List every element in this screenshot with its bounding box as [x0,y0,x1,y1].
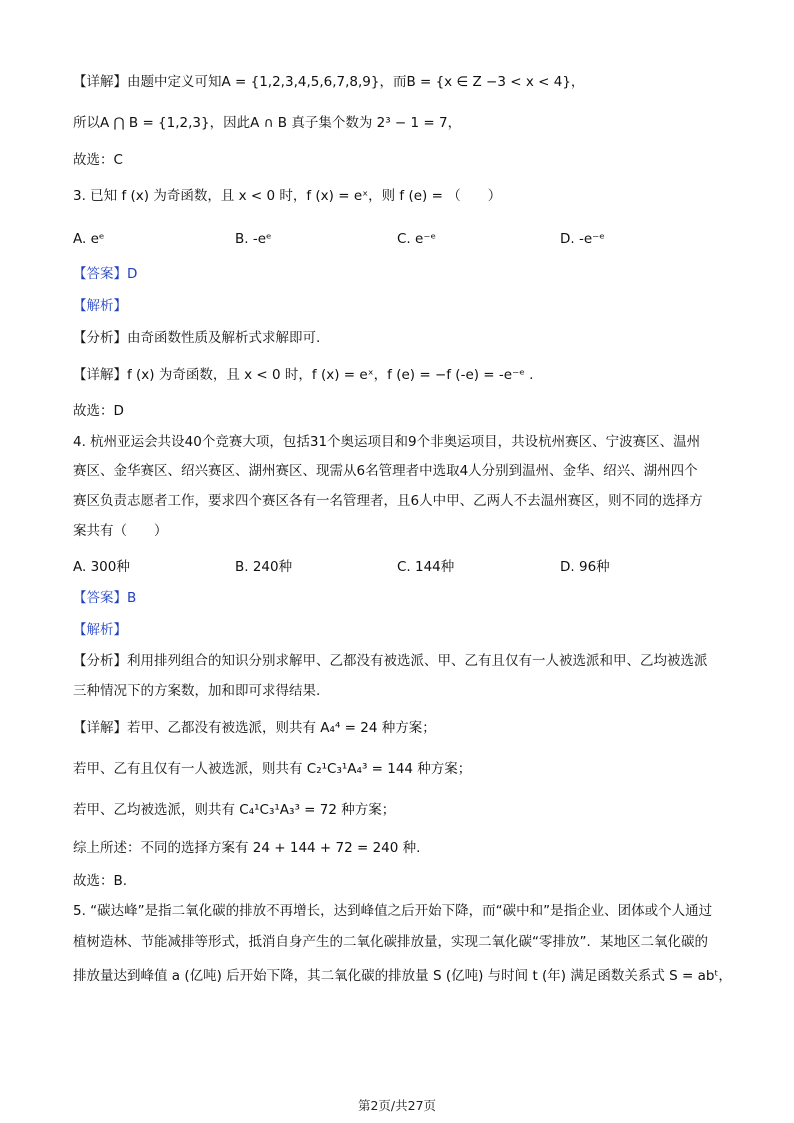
detail-line-1: 【详解】由题中定义可知A = {1,2,3,4,5,6,7,8,9}，而B = {x ∈ Z −3 < x < 4}， [73,74,585,90]
q3-analysis-heading: 【解析】 [73,298,127,314]
q3-option-b: B. -eᵉ [235,231,272,247]
q4-analysis-line-1: 【分析】利用排列组合的知识分别求解甲、乙都没有被选派、甲、乙有且仅有一人被选派和甲、乙均被选派 [73,653,708,669]
question-4-line-2: 赛区、金华赛区、绍兴赛区、湖州赛区、现需从6名管理者中选取4人分别到温州、金华、绍兴、湖州四个 [73,463,698,479]
q3-choice: 故选：D [73,403,124,419]
q4-detail-line-1: 【详解】若甲、乙都没有被选派，则共有 A₄⁴ = 24 种方案； [73,720,436,736]
q4-analysis-line-2: 三种情况下的方案数，加和即可求得结果. [73,683,321,699]
question-5-line-2: 植树造林、节能减排等形式，抵消自身产生的二氧化碳排放量，实现二氧化碳“零排放”．某地区二氧化碳的 [73,934,708,950]
page-number: 第2页/共27页 [357,1098,437,1113]
question-4-line-3: 赛区负责志愿者工作，要求四个赛区各有一名管理者，且6人中甲、乙两人不去温州赛区，则不同的选择方 [73,493,703,509]
q3-answer: 【答案】D [73,266,138,282]
q3-analysis: 【分析】由奇函数性质及解析式求解即可. [73,330,321,346]
question-5-line-1: 5. “碳达峰”是指二氧化碳的排放不再增长，达到峰值之后开始下降，而“碳中和”是指企业、团体或个人通过 [73,903,713,919]
q4-option-b: B. 240种 [235,559,293,575]
q4-option-d: D. 96种 [560,559,610,575]
q3-option-d: D. -e⁻ᵉ [560,231,605,247]
question-5-line-3: 排放量达到峰值 a (亿吨) 后开始下降，其二氧化碳的排放量 S (亿吨) 与时间 t (年) 满足函数关系式 S = abᵗ， [73,968,732,984]
q3-detail: 【详解】f (x) 为奇函数，且 x < 0 时，f (x) = eˣ，f (e) = −f (-e) = -e⁻ᵉ . [73,367,534,383]
q4-detail-line-4: 综上所述：不同的选择方案有 24 + 144 + 72 = 240 种. [73,840,421,856]
q4-option-c: C. 144种 [397,559,455,575]
q4-choice: 故选：B. [73,873,128,889]
q4-option-a: A. 300种 [73,559,130,575]
detail-line-2: 所以A ⋂ B = {1,2,3}，因此A ∩ B 真子集个数为 2³ − 1 = 7， [73,115,462,131]
q4-analysis-heading: 【解析】 [73,622,127,638]
q4-detail-line-2: 若甲、乙有且仅有一人被选派，则共有 C₂¹C₃¹A₄³ = 144 种方案； [73,761,472,777]
q4-detail-line-3: 若甲、乙均被选派，则共有 C₄¹C₃¹A₃³ = 72 种方案； [73,802,396,818]
choice-line: 故选：C [73,152,123,168]
question-3: 3. 已知 f (x) 为奇函数，且 x < 0 时，f (x) = eˣ，则 f (e) = （ ） [73,188,502,204]
q4-answer: 【答案】B [73,590,137,606]
q3-option-a: A. eᵉ [73,231,105,247]
question-4-line-1: 4. 杭州亚运会共设40个竞赛大项，包括31个奥运项目和9个非奥运项目，共设杭州赛区、宁波赛区、温州 [73,434,701,450]
q3-option-c: C. e⁻ᵉ [397,231,437,247]
question-4-line-4: 案共有（ ） [73,523,168,539]
